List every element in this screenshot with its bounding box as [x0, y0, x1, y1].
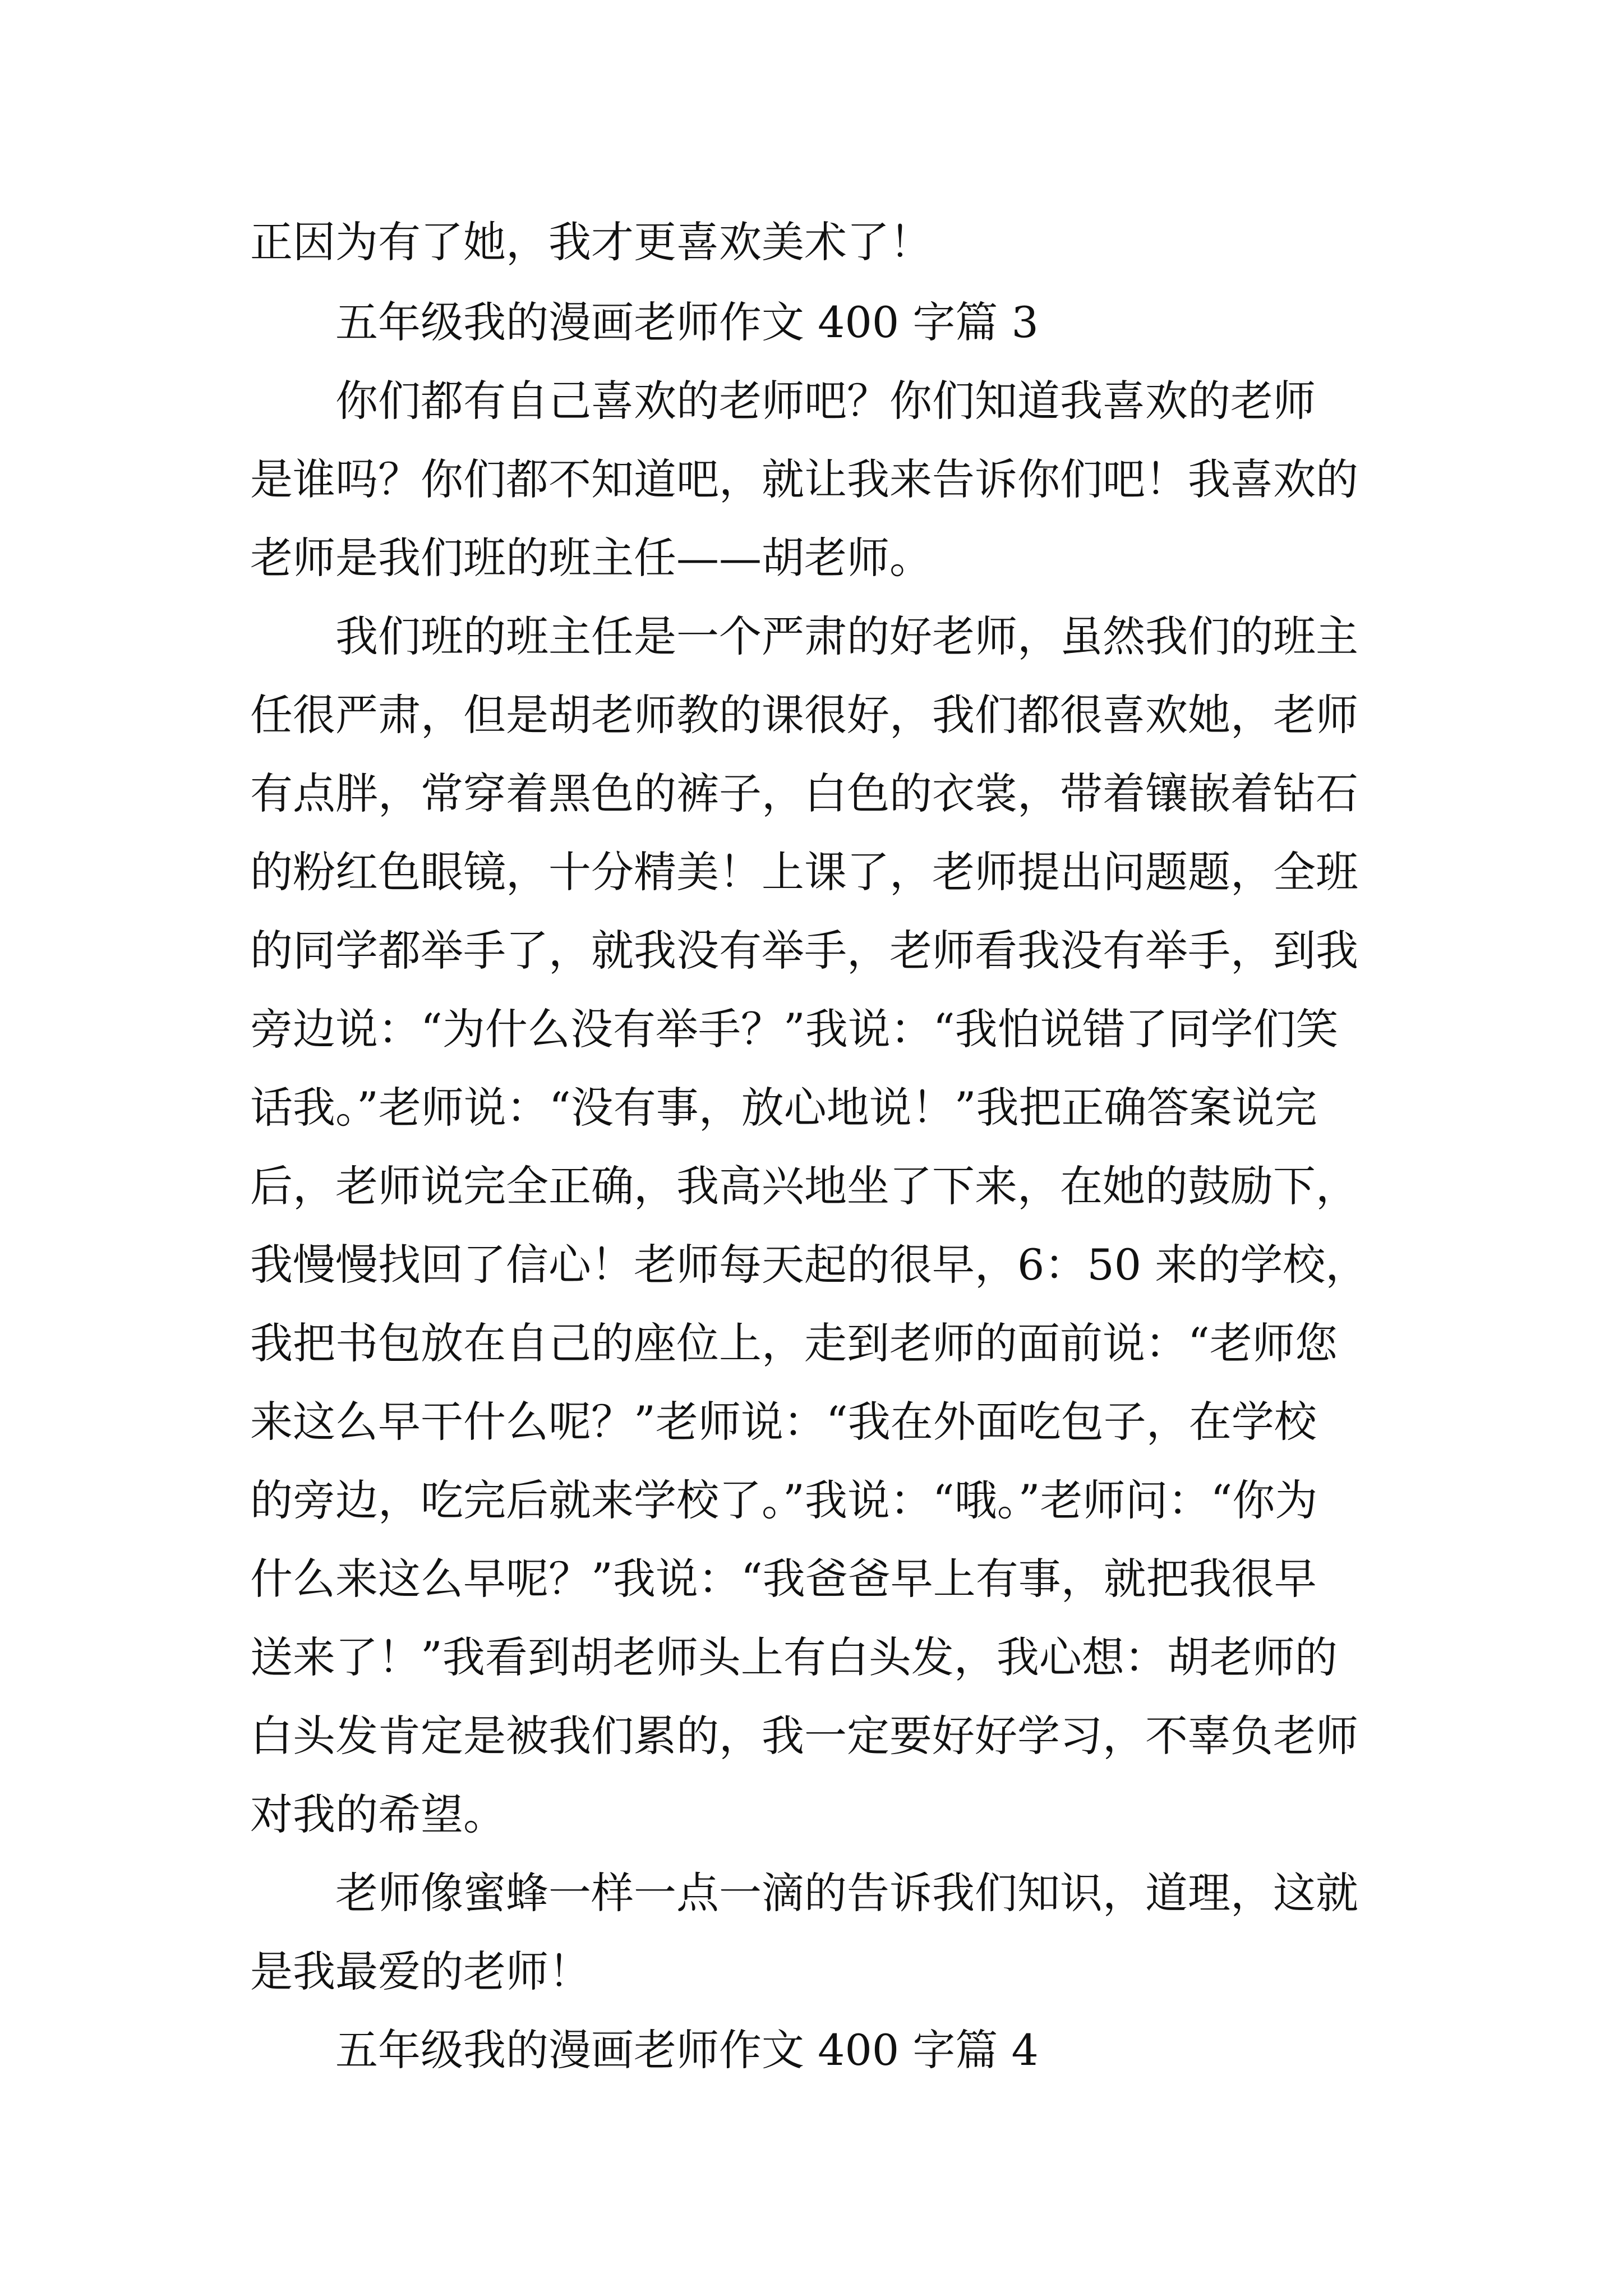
- paragraph-line: 你们都有自己喜欢的老师吧？你们知道我喜欢的老师: [335, 376, 1316, 426]
- section-heading: 五年级我的漫画老师作文 400 字篇 4: [335, 2025, 1039, 2075]
- paragraph-line: 白头发肯定是被我们累的，我一定要好好学习，不辜负老师: [250, 1711, 1358, 1761]
- paragraph-line: 我慢慢找回了信心！老师每天起的很早，6：50 来的学校，: [250, 1240, 1368, 1290]
- paragraph-line: 是我最爱的老师！: [250, 1947, 591, 1996]
- paragraph-line: 什么来这么早呢？”我说：“我爸爸早上有事，就把我很早: [250, 1554, 1317, 1604]
- paragraph-line: 来这么早干什么呢？”老师说：“我在外面吃包子，在学校: [250, 1397, 1317, 1447]
- section-heading: 五年级我的漫画老师作文 400 字篇 3: [335, 297, 1039, 347]
- paragraph-line: 的旁边，吃完后就来学校了。”我说：“哦。”老师问：“你为: [250, 1475, 1318, 1525]
- paragraph-line: 正因为有了她，我才更喜欢美术了！: [250, 217, 932, 267]
- paragraph-line: 的粉红色眼镜，十分精美！上课了，老师提出问题题，全班: [250, 847, 1358, 897]
- paragraph-line: 话我。”老师说：“没有事，放心地说！”我把正确答案说完: [250, 1083, 1317, 1133]
- paragraph-line: 任很严肃，但是胡老师教的课很好，我们都很喜欢她，老师: [250, 690, 1358, 740]
- paragraph-line: 旁边说：“为什么没有举手？”我说：“我怕说错了同学们笑: [250, 1004, 1339, 1054]
- paragraph-line: 老师像蜜蜂一样一点一滴的告诉我们知识，道理，这就: [335, 1868, 1358, 1918]
- paragraph-line: 我把书包放在自己的座位上，走到老师的面前说：“老师您: [250, 1318, 1338, 1368]
- paragraph-line: 是谁吗？你们都不知道吧，就让我来告诉你们吧！我喜欢的: [250, 454, 1358, 504]
- paragraph-line: 对我的希望。: [250, 1789, 506, 1839]
- paragraph-line: 我们班的班主任是一个严肃的好老师，虽然我们的班主: [335, 611, 1358, 661]
- paragraph-line: 后，老师说完全正确，我高兴地坐了下来，在她的鼓励下，: [250, 1161, 1358, 1211]
- paragraph-line: 送来了！”我看到胡老师头上有白头发，我心想：胡老师的: [250, 1632, 1338, 1682]
- paragraph-line: 有点胖，常穿着黑色的裤子，白色的衣裳，带着镶嵌着钻石: [250, 769, 1358, 818]
- paragraph-line: 老师是我们班的班主任——胡老师。: [250, 533, 932, 583]
- paragraph-line: 的同学都举手了，就我没有举手，老师看我没有举手，到我: [250, 926, 1358, 976]
